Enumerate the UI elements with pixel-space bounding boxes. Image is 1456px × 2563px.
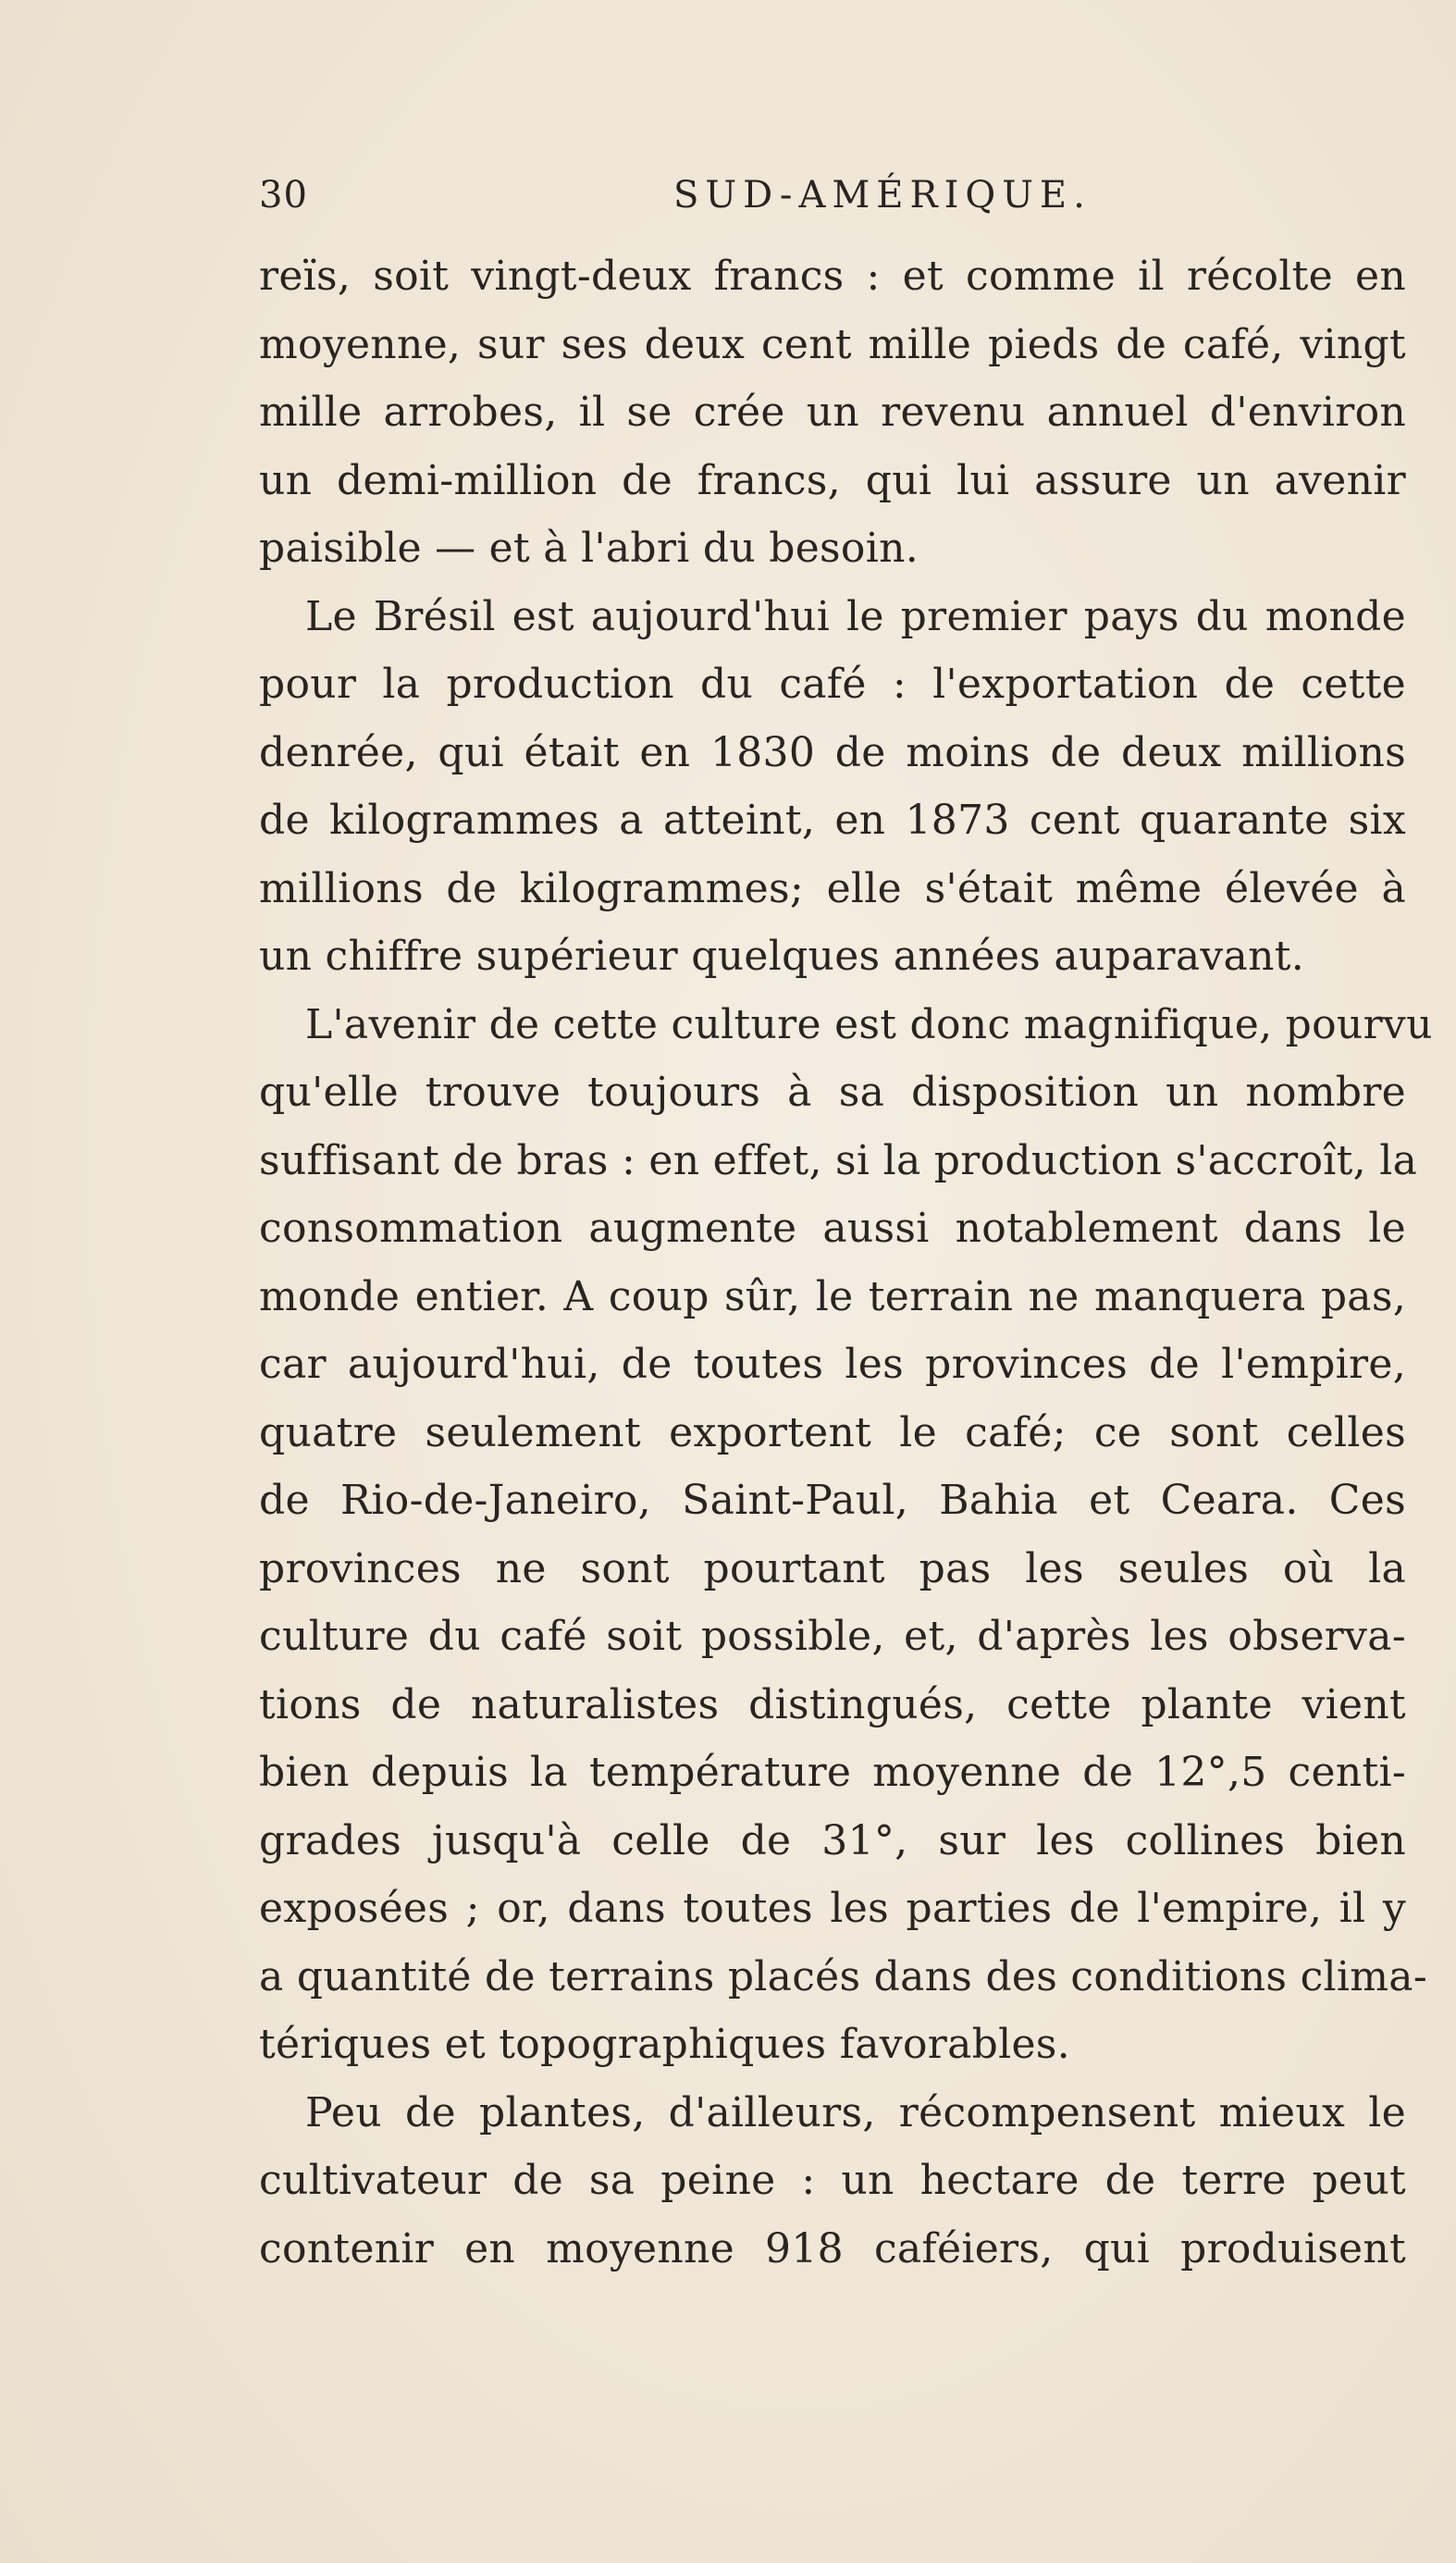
text-line: L'avenir de cette culture est donc magnifique, pourvu [305, 1000, 1433, 1048]
paragraph-3 [259, 991, 1433, 2079]
text-line: tériques et topographiques favorables. [259, 2021, 1070, 2068]
text-line: monde entier. A coup sûr, le terrain ne manquera pas, [259, 1272, 1406, 1320]
page-number: 30 [259, 174, 308, 217]
text-line: un demi-million de francs, qui lui assure un avenir [259, 456, 1406, 504]
text-line: grades jusqu'à celle de 31°, sur les collines bien [259, 1816, 1406, 1864]
text-line: reïs, soit vingt-deux francs : et comme il récolte en [259, 253, 1406, 300]
page-header [259, 163, 1429, 228]
text-line: de kilogrammes a atteint, en 1873 cent quarante six [259, 797, 1406, 844]
text-line: de Rio-de-Janeiro, Saint-Paul, Bahia et Ceara. Ces [259, 1477, 1406, 1524]
text-line: bien depuis la température moyenne de 12°,5 centi- [259, 1749, 1406, 1796]
text-line: pour la production du café : l'exportation de cette [259, 661, 1406, 708]
text-line: tions de naturalistes distingués, cette plante vient [259, 1680, 1406, 1728]
body-text [259, 242, 1433, 2272]
text-line: moyenne, sur ses deux cent mille pieds de café, vingt [259, 320, 1406, 368]
text-line: un chiffre supérieur quelques années auparavant. [259, 933, 1304, 980]
text-line: culture du café soit possible, et, d'après les observa- [259, 1613, 1406, 1660]
text-line: a quantité de terrains placés dans des conditions clima- [259, 1952, 1428, 2000]
paragraph-1 [259, 242, 1406, 583]
text-line: millions de kilogrammes; elle s'était même élevée à [259, 864, 1406, 912]
text-line: Le Brésil est aujourd'hui le premier pays du monde [305, 592, 1406, 640]
text-line: provinces ne sont pourtant pas les seules où la [259, 1544, 1406, 1592]
text-line: consommation augmente aussi notablement dans le [259, 1205, 1406, 1252]
text-line: suffisant de bras : en effet, si la production s'accroît, la [259, 1136, 1418, 1184]
text-line: mille arrobes, il se crée un revenu annuel d'environ [259, 389, 1406, 436]
text-line: exposées ; or, dans toutes les parties de l'empire, il y [259, 1885, 1406, 1932]
paragraph-4 [259, 2079, 1406, 2284]
text-line: cultivateur de sa peine : un hectare de terre peut [259, 2157, 1406, 2204]
text-line: qu'elle trouve toujours à sa disposition un nombre [259, 1069, 1406, 1116]
text-line: Peu de plantes, d'ailleurs, récompensent mieux le [305, 2088, 1406, 2136]
text-line: quatre seulement exportent le café; ce sont celles [259, 1408, 1406, 1456]
text-line: paisible — et à l'abri du besoin. [259, 525, 919, 572]
text-line: denrée, qui était en 1830 de moins de deux millions [259, 728, 1406, 776]
paragraph-2 [259, 583, 1406, 991]
text-line: car aujourd'hui, de toutes les provinces de l'empire, [259, 1341, 1406, 1388]
running-title: SUD-AMÉRIQUE. [673, 174, 1092, 217]
text-line: contenir en moyenne 918 caféiers, qui produisent [259, 2224, 1406, 2272]
